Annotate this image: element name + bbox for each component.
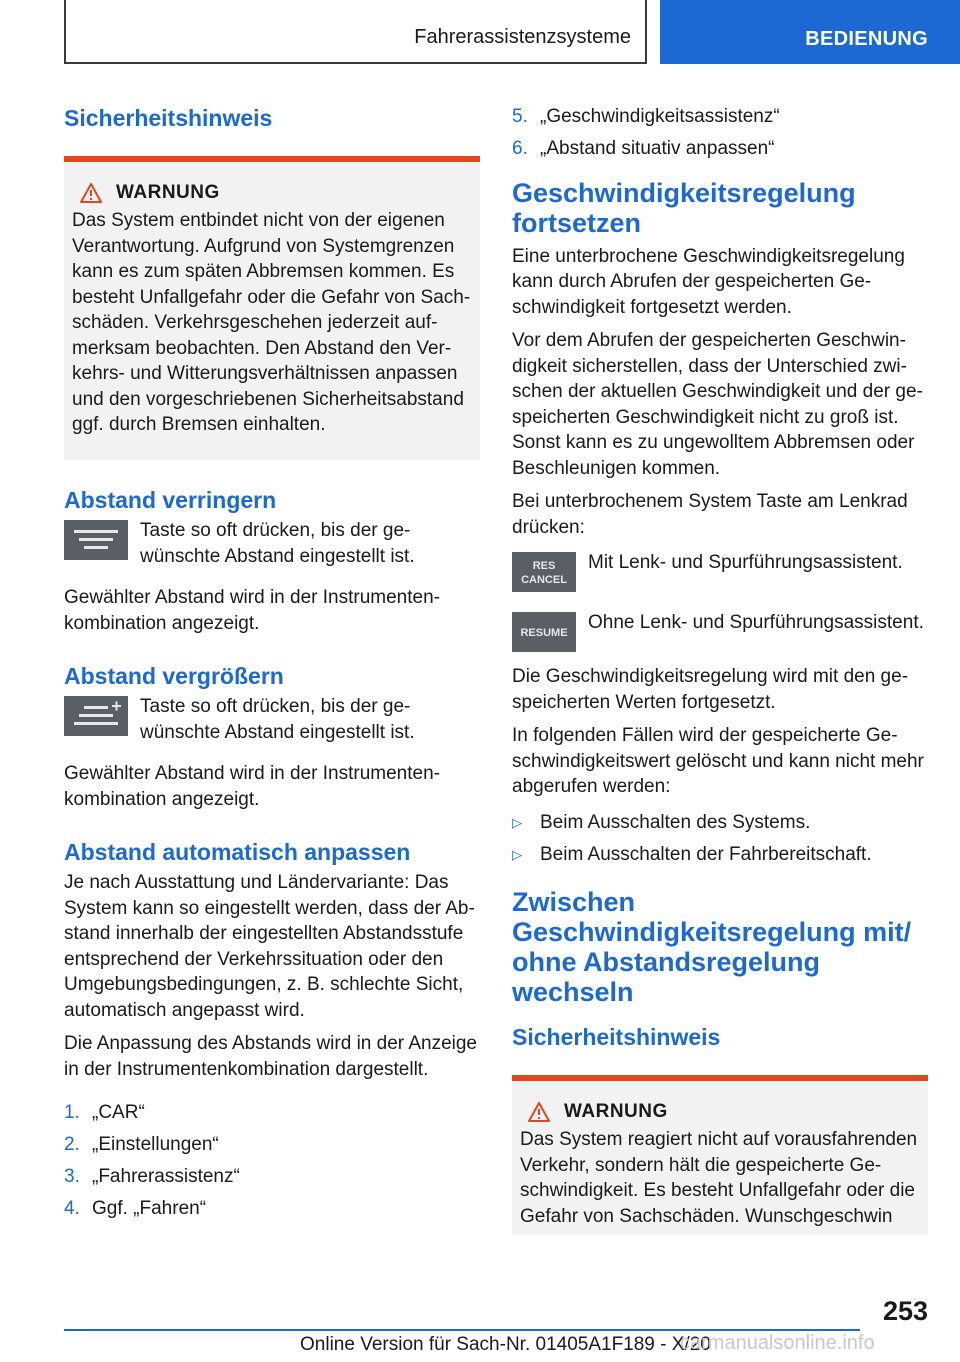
res-cancel-text: Mit Lenk- und Spurführungsassistent. (588, 552, 903, 573)
step-text: Ggf. „Fahren“ (92, 1198, 207, 1219)
resume-heading: Geschwindigkeitsregelung fortsetzen (512, 177, 856, 238)
footer-divider (64, 1329, 860, 1331)
resume-label: RESUME (520, 627, 568, 639)
auto-paragraph-2: Die Anpassung des Abstands wird in der Anzeige in der Instrumentenkombination dargestellt. (64, 1033, 477, 1080)
switch-heading: Zwischen Geschwindigkeitsregelung mit/ ohne Abstandsregelung wechseln (512, 887, 912, 1007)
step-text: „Fahrerassistenz“ (92, 1166, 240, 1187)
resume-paragraph-5: In folgenden Fällen wird der gespeicherte Geschwindigkeitswert gelöscht und kann nicht mehr abgerufen werden: (512, 725, 924, 797)
step-number: 1. (64, 1102, 80, 1123)
section-title: BEDIENUNG (805, 28, 928, 50)
warning-triangle-icon (80, 183, 102, 203)
step-number: 6. (512, 138, 528, 159)
resume-paragraph-2: Vor dem Abrufen der gespeicherten Geschwindigkeit sicherstellen, dass der Unterschied zwischen der aktuellen Geschwindigkeit und der gespeicherten Geschwindigkeit nicht zu groß ist. Sonst kann es zu ungewolltem Abbremsen oder Beschleunigen kommen. (512, 330, 923, 479)
steps-list-left (64, 1100, 480, 1222)
res-cancel-button-row (512, 550, 928, 592)
chapter-title: Fahrerassistenzsysteme (414, 26, 631, 48)
decrease-button-row (64, 518, 480, 569)
resume-button-row (512, 610, 928, 652)
list-item (512, 136, 928, 162)
step-text: „CAR“ (92, 1102, 145, 1123)
list-item (512, 842, 928, 868)
step-number: 4. (64, 1198, 80, 1219)
increase-heading: Abstand vergrößern (64, 663, 284, 689)
step-number: 5. (512, 106, 528, 127)
bullet-text: Beim Ausschalten des Systems. (540, 811, 811, 833)
safety-heading: Sicherheitshinweis (64, 105, 273, 131)
warning-header-2 (520, 1101, 920, 1123)
step-text: „Abstand situativ anpassen“ (540, 138, 775, 159)
list-item (64, 1196, 480, 1222)
page-number: 253 (882, 1296, 928, 1326)
resume-paragraph-4: Die Geschwindigkeitsregelung wird mit den gespeicherten Werten fortgesetzt. (512, 666, 909, 713)
distance-decrease-button-icon (64, 520, 128, 560)
step-text: „Geschwindigkeitsassistenz“ (540, 106, 780, 127)
steps-list-right (512, 104, 928, 162)
bullet-triangle-icon: ▷ (512, 846, 522, 862)
step-number: 2. (64, 1134, 80, 1155)
resume-text: Ohne Lenk- und Spurführungsassistent. (588, 612, 924, 633)
increase-note: Gewählter Abstand wird in der Instrumentenkombination angezeigt. (64, 763, 440, 810)
res-label: RES (532, 560, 556, 572)
auto-paragraph-1: Je nach Ausstattung und Ländervariante: Das System kann so eingestellt werden, dass der Abstand innerhalb der eingestellten Abstandsstufe entsprechend der Verkehrssituation oder den Umgebungsbedingungen, z. B. schlechte Sicht, automatisch angepasst wird. (64, 872, 475, 1021)
warning-label: WARNUNG (116, 182, 220, 203)
switch-safety-heading: Sicherheitshinweis (512, 1024, 721, 1050)
auto-heading: Abstand automatisch anpassen (64, 839, 411, 865)
warning-text-2: Das System reagiert nicht auf vorausfahrenden Verkehr, sondern hält die gespeicherte Geschwindigkeit. Es besteht Unfallgefahr oder die Gefahr von Sachschäden. Wunschgeschwin (520, 1129, 918, 1227)
resume-button-icon (512, 612, 576, 652)
resume-paragraph-3: Bei unterbrochenem System Taste am Lenkrad drücken: (512, 491, 908, 538)
list-item (64, 1100, 480, 1126)
list-item (64, 1164, 480, 1190)
decrease-instruction: Taste so oft drücken, bis der gewünschte Abstand eingestellt ist. (140, 520, 415, 567)
step-text: „Einstellungen“ (92, 1134, 219, 1155)
list-item (512, 104, 928, 130)
decrease-note: Gewählter Abstand wird in der Instrumentenkombination angezeigt. (64, 587, 440, 634)
list-item (512, 810, 928, 836)
step-number: 3. (64, 1166, 80, 1187)
resume-paragraph-1: Eine unterbrochene Geschwindigkeitsregelung kann durch Abrufen der gespeicherten Geschwindigkeit fortgesetzt werden. (512, 245, 905, 318)
warning-text: Das System entbindet nicht von der eigenen Verantwortung. Aufgrund von Systemgrenzen kann es zum späten Abbremsen kommen. Es besteht Unfallgefahr oder die Gefahr von Sachschäden. Verkehrsgeschehen jederzeit aufmerksam beobachten. Den Abstand den Verkehrs- und Witterungsverhältnissen anpassen und den vorgeschriebenen Sicherheitsabstand ggf. durch Bremsen einhalten. (72, 210, 471, 435)
list-item (64, 1132, 480, 1158)
bullet-triangle-icon: ▷ (512, 814, 522, 830)
warning-triangle-icon (528, 1102, 550, 1122)
bullets-list (512, 810, 928, 868)
left-column (64, 100, 480, 1228)
section-tab (660, 0, 960, 64)
increase-instruction: Taste so oft drücken, bis der gewünschte Abstand eingestellt ist. (140, 696, 415, 743)
warning-header (72, 182, 472, 204)
chapter-tab (64, 0, 647, 64)
bullet-text: Beim Ausschalten der Fahrbereitschaft. (540, 843, 872, 865)
distance-increase-button-icon (64, 696, 128, 736)
warning-box-2 (512, 1075, 928, 1235)
right-column (512, 100, 928, 1235)
watermark: carmanualsonline.info (680, 1332, 875, 1354)
warning-label-2: WARNUNG (564, 1101, 668, 1122)
footer-online-version: Online Version für Sach-Nr. 01405A1F189 - X/20 (300, 1334, 711, 1355)
cancel-label: CANCEL (521, 574, 567, 586)
res-cancel-button-icon (512, 552, 576, 592)
increase-button-row (64, 694, 480, 745)
decrease-heading: Abstand verringern (64, 487, 277, 513)
warning-box (64, 156, 480, 460)
